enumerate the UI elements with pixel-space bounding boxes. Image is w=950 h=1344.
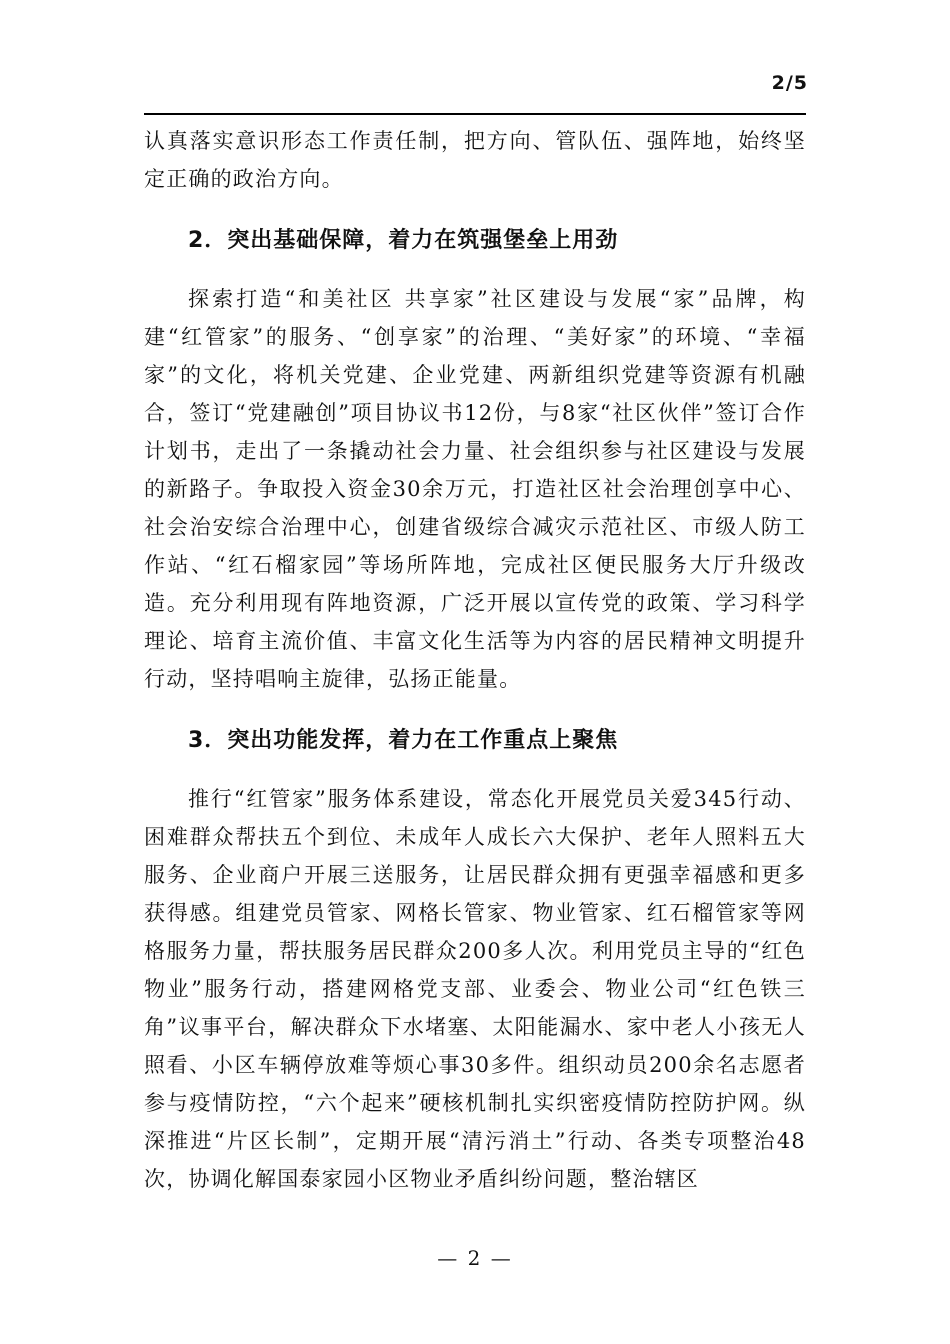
paragraph-intro: 认真落实意识形态工作责任制，把方向、管队伍、强阵地，始终坚定正确的政治方向。 bbox=[144, 129, 806, 191]
paragraph-section-2: 探索打造“和美社区 共享家”社区建设与发展“家”品牌，构建“红管家”的服务、“创享家”的治理、“美好家”的环境、“幸福家”的文化，将机关党建、企业党建、两新组织党建等资源有机融合，签订“党建融创”项目协议书12份，与8家“社区伙伴”签订合作计划书，走出了一条撬动社会力量、社会组织参与社区建设与发展的新路子。争取投入资金30余万元，打造社区社会治理创享中心、社会治安综合治理中心，创建省级综合减灾示范社区、市级人防工作站、“红石榴家园”等场所阵地，完成社区便民服务大厅升级改造。充分利用现有阵地资源，广泛开展以宣传党的政策、学习科学理论、培育主流价值、丰富文化生活等为内容的居民精神文明提升行动，坚持唱响主旋律，弘扬正能量。 bbox=[144, 287, 806, 691]
section-heading-2: 2．突出基础保障，着力在筑强堡垒上用劲 bbox=[188, 228, 619, 253]
paragraph-section-3: 推行“红管家”服务体系建设，常态化开展党员关爱345行动、困难群众帮扶五个到位、未成年人成长六大保护、老年人照料五大服务、企业商户开展三送服务，让居民群众拥有更强幸福感和更多获得感。组建党员管家、网格长管家、物业管家、红石榴管家等网格服务力量，帮扶服务居民群众200多人次。利用党员主导的“红色物业”服务行动，搭建网格党支部、业委会、物业公司“红色铁三角”议事平台，解决群众下水堵塞、太阳能漏水、家中老人小孩无人照看、小区车辆停放难等烦心事30多件。组织动员200余名志愿者参与疫情防控，“六个起来”硬核机制扎实织密疫情防控防护网。纵深推进“片区长制”，定期开展“清污消土”行动、各类专项整治48次，协调化解国泰家园小区物业矛盾纠纷问题，整治辖区 bbox=[144, 787, 806, 1191]
page-indicator: 2/5 bbox=[771, 72, 808, 94]
page-number-footer: — 2 — bbox=[437, 1246, 513, 1270]
section-heading-3: 3．突出功能发挥，着力在工作重点上聚焦 bbox=[188, 728, 619, 753]
header-rule bbox=[144, 113, 806, 115]
document-body bbox=[144, 122, 806, 1198]
